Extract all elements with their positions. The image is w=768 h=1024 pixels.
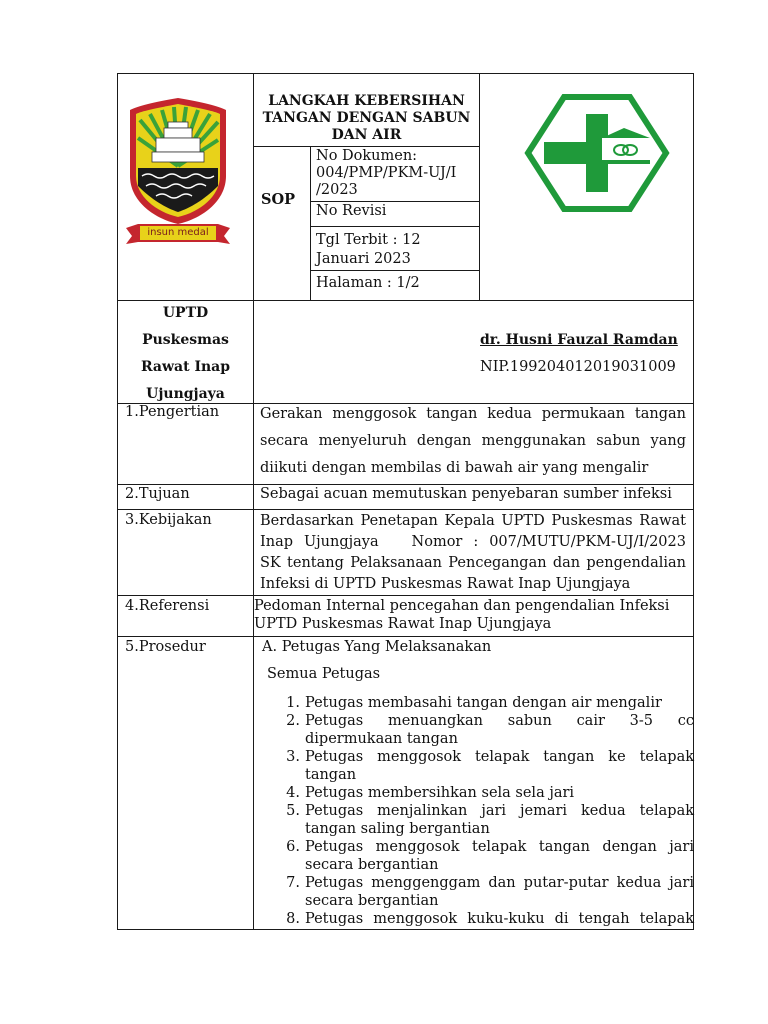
step-text-cont: tangan saling bergantian: [305, 821, 490, 837]
step-number: 3.: [286, 749, 300, 765]
border-col1: [253, 73, 254, 930]
step-number: 2.: [286, 713, 300, 729]
section-body-referensi: [254, 597, 669, 633]
border-title-bottom: [253, 146, 479, 147]
text-line: UPTD Puskesmas Rawat Inap Ujungjaya: [254, 616, 552, 632]
text-line: SK tentang Pelaksanaan Pencegangan dan pengendalian: [260, 555, 686, 571]
section-body-pengertian: [260, 401, 686, 482]
doc-no-line: 004/PMP/PKM-UJ/I: [316, 165, 457, 181]
border-date-bottom: [310, 270, 479, 271]
signatory-nip: NIP.199204012019031009: [480, 359, 676, 375]
list-item: [258, 712, 694, 748]
step-number: 7.: [286, 875, 300, 891]
list-item: [258, 748, 694, 784]
section-label-prosedur: 5.Prosedur: [125, 639, 206, 655]
step-number: 1.: [286, 695, 300, 711]
step-text: Petugas menggosok kuku-kuku di tengah telapak: [305, 911, 694, 927]
emblem-ribbon-text: insun medal: [147, 227, 209, 238]
title-line: DAN AIR: [331, 127, 402, 143]
procedure-group: Semua Petugas: [267, 666, 381, 682]
list-item: [258, 694, 694, 712]
text-line: Inap Ujungjaya Nomor : 007/MUTU/PKM-UJ/I/2023: [260, 534, 686, 550]
border-rev-bottom: [310, 226, 479, 227]
revision-number: No Revisi: [316, 203, 387, 219]
step-number: 4.: [286, 785, 300, 801]
list-item: [258, 784, 694, 802]
text-line: Infeksi di UPTD Puskesmas Rawat Inap Ujungjaya: [260, 576, 631, 592]
step-text: Petugas menggosok telapak tangan dengan jari: [305, 839, 694, 855]
border-bottom: [117, 929, 694, 930]
section-body-tujuan: Sebagai acuan memutuskan penyebaran sumber infeksi: [260, 486, 672, 502]
signatory-name: dr. Husni Fauzal Ramdan: [480, 332, 678, 348]
organization-name: [117, 300, 254, 408]
doc-no-line: No Dokumen:: [316, 148, 418, 164]
list-item: [258, 802, 694, 838]
text-line: Berdasarkan Penetapan Kepala UPTD Puskesmas Rawat: [260, 513, 686, 529]
section-label-referensi: 4.Referensi: [125, 598, 210, 614]
org-line: Puskesmas: [142, 332, 229, 348]
list-item: [258, 910, 694, 928]
border-sop-col: [310, 146, 311, 301]
border-col-header-right: [479, 73, 480, 301]
list-item: [258, 874, 694, 910]
step-text: Petugas menggenggam dan putar-putar kedua jari: [305, 875, 694, 891]
step-number: 5.: [286, 803, 300, 819]
text-line: secara menyeluruh dengan menggunakan sabun yang: [260, 433, 686, 449]
section-body-kebijakan: [260, 511, 686, 595]
step-text-cont: secara bergantian: [305, 857, 439, 873]
step-text-cont: dipermukaan tangan: [305, 731, 458, 747]
step-number: 8.: [286, 911, 300, 927]
text-line: Pedoman Internal pencegahan dan pengendalian Infeksi: [254, 598, 670, 614]
issue-date-line: Januari 2023: [316, 251, 411, 267]
org-line: UPTD: [162, 305, 209, 321]
title-line: LANGKAH KEBERSIHAN: [268, 93, 465, 109]
border-tujuan-bottom: [117, 509, 694, 510]
issue-date-line: Tgl Terbit : 12: [316, 232, 421, 248]
step-text: Petugas menggosok telapak tangan ke telapak: [305, 749, 694, 765]
list-item: [258, 838, 694, 874]
text-line: diikuti dengan membilas di bawah air yang mengalir: [260, 460, 649, 476]
puskesmas-logo: [524, 94, 670, 212]
step-text-cont: tangan: [305, 767, 357, 783]
step-text: Petugas menjalinkan jari jemari kedua telapak: [305, 803, 694, 819]
procedure-subheading: A. Petugas Yang Melaksanakan: [262, 639, 492, 655]
step-text: Petugas membersihkan sela sela jari: [305, 785, 575, 801]
doc-no-line: /2023: [316, 182, 358, 198]
procedure-steps-list: [258, 694, 694, 928]
org-line: Rawat Inap: [140, 359, 231, 375]
section-label-pengertian: 1.Pengertian: [125, 404, 220, 420]
border-kebijakan-bottom: [117, 595, 694, 596]
sop-label: SOP: [261, 191, 296, 208]
border-referensi-bottom: [117, 636, 694, 637]
page-number: Halaman : 1/2: [316, 275, 420, 291]
document-number: [316, 148, 456, 199]
text-line: Gerakan menggosok tangan kedua permukaan tangan: [260, 406, 686, 422]
org-line: Ujungjaya: [146, 386, 225, 402]
title-line: TANGAN DENGAN SABUN: [262, 110, 471, 126]
border-top: [117, 73, 694, 74]
step-text-cont: secara bergantian: [305, 893, 439, 909]
page-title: [254, 93, 479, 144]
section-label-kebijakan: 3.Kebijakan: [125, 512, 212, 528]
step-text: Petugas menuangkan sabun cair 3-5 cc: [305, 713, 694, 729]
border-left: [117, 73, 118, 930]
district-emblem-logo: [124, 96, 232, 250]
section-label-tujuan: 2.Tujuan: [125, 486, 190, 502]
step-number: 6.: [286, 839, 300, 855]
issue-date: [316, 231, 421, 269]
step-text: Petugas membasahi tangan dengan air mengalir: [305, 695, 662, 711]
